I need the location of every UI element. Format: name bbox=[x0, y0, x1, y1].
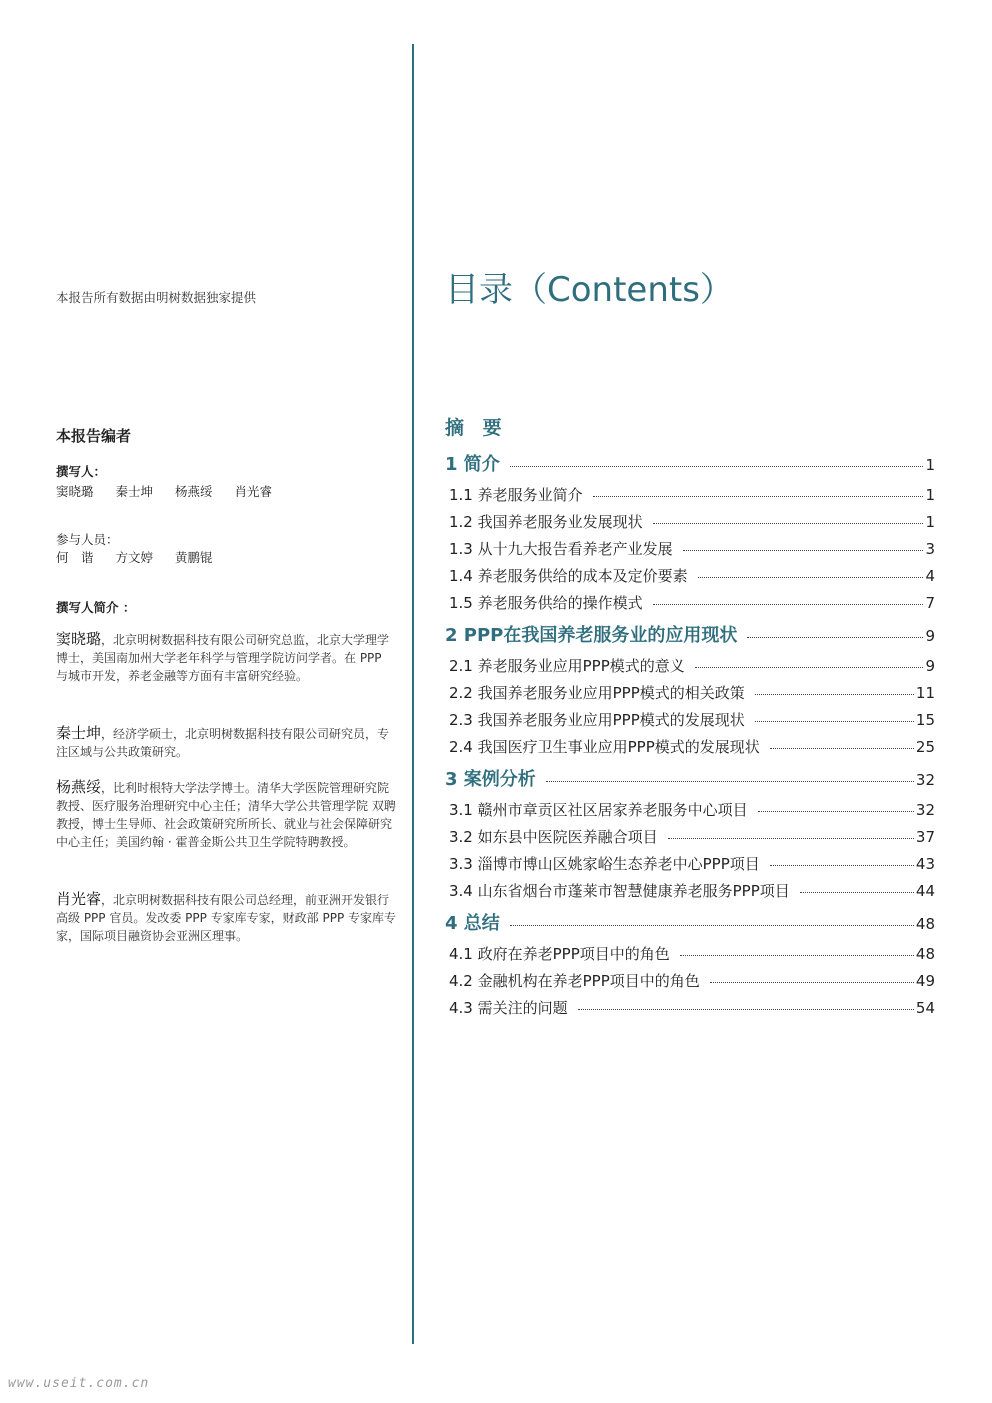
toc-leader-dots bbox=[747, 637, 923, 638]
author-bio bbox=[56, 778, 396, 851]
toc-section-entry[interactable] bbox=[445, 592, 935, 619]
toc-entry-label: 4 总结 bbox=[445, 913, 500, 934]
toc-leader-dots bbox=[680, 955, 914, 956]
toc-leader-dots bbox=[510, 925, 914, 926]
participant-name: 黄鹏锟 bbox=[175, 550, 213, 565]
participants-label: 参与人员： bbox=[56, 532, 119, 547]
toc-entry-page: 25 bbox=[915, 738, 935, 756]
toc-entry-page: 3 bbox=[925, 540, 935, 558]
toc-entry-label: 4.3 需关注的问题 bbox=[449, 999, 568, 1017]
toc-leader-dots bbox=[755, 721, 914, 722]
toc-entry-page: 43 bbox=[915, 855, 935, 873]
toc-entry-label: 2.4 我国医疗卫生事业应用PPP模式的发展现状 bbox=[449, 738, 760, 756]
authors-list bbox=[56, 482, 290, 500]
center-divider bbox=[412, 44, 414, 1344]
toc-leader-dots bbox=[593, 496, 924, 497]
toc-section-entry[interactable] bbox=[445, 826, 935, 853]
toc-entry-page: 7 bbox=[925, 594, 935, 612]
toc-entry-label: 2.3 我国养老服务业应用PPP模式的发展现状 bbox=[449, 711, 745, 729]
toc-section-entry[interactable] bbox=[445, 565, 935, 592]
toc-leader-dots bbox=[578, 1009, 914, 1010]
toc-leader-dots bbox=[755, 694, 914, 695]
toc-entry-label: 4.1 政府在养老PPP项目中的角色 bbox=[449, 945, 670, 963]
editors-heading: 本报告编者 bbox=[56, 427, 132, 445]
bio-text: ，北京明树数据科技有限公司总经理，前亚洲开发银行高级 PPP 官员。发改委 PPP 专家库专家，财政部 PPP 专家库专家，国际项目融资协会亚洲区理事。 bbox=[56, 893, 397, 943]
bio-name: 窦晓璐 bbox=[56, 630, 102, 648]
author-name: 杨燕绥 bbox=[175, 484, 213, 499]
toc-entry-page: 54 bbox=[915, 999, 935, 1017]
toc-title: 目录（Contents） bbox=[445, 270, 734, 310]
toc-entry-page: 15 bbox=[915, 711, 935, 729]
toc-chapter-entry[interactable] bbox=[445, 619, 935, 655]
toc-entry-label: 1.5 养老服务供给的操作模式 bbox=[449, 594, 643, 612]
toc-section-entry[interactable] bbox=[445, 997, 935, 1024]
author-bio bbox=[56, 724, 396, 761]
participant-name: 方文婷 bbox=[115, 550, 154, 565]
toc-section-entry[interactable] bbox=[445, 970, 935, 997]
toc-entry-page: 49 bbox=[915, 972, 935, 990]
toc-entry-label: 1 简介 bbox=[445, 454, 500, 475]
toc-section-entry[interactable] bbox=[445, 538, 935, 565]
toc-section-entry[interactable] bbox=[445, 853, 935, 880]
author-bio bbox=[56, 630, 396, 685]
toc-entry-page: 9 bbox=[925, 627, 935, 645]
data-source-note: 本报告所有数据由明树数据独家提供 bbox=[56, 290, 257, 305]
bio-text: ，经济学硕士，北京明树数据科技有限公司研究员，专注区域与公共政策研究。 bbox=[56, 727, 390, 759]
toc-entry-page: 4 bbox=[925, 567, 935, 585]
toc-chapter-entry[interactable] bbox=[445, 448, 935, 484]
toc-leader-dots bbox=[758, 811, 914, 812]
toc-section-entry[interactable] bbox=[445, 682, 935, 709]
participant-name: 何 谐 bbox=[56, 550, 94, 565]
toc-entry-page: 44 bbox=[915, 882, 935, 900]
toc-entry-label: 4.2 金融机构在养老PPP项目中的角色 bbox=[449, 972, 700, 990]
toc-chapter-entry[interactable] bbox=[445, 763, 935, 799]
toc-entry-page: 48 bbox=[915, 945, 935, 963]
toc-entry-label: 3.1 赣州市章贡区社区居家养老服务中心项目 bbox=[449, 801, 748, 819]
toc-entry-label: 1.2 我国养老服务业发展现状 bbox=[449, 513, 643, 531]
toc-leader-dots bbox=[695, 667, 924, 668]
author-name: 秦士坤 bbox=[115, 484, 154, 499]
toc-leader-dots bbox=[710, 982, 914, 983]
toc-section-entry[interactable] bbox=[445, 655, 935, 682]
toc-section-entry[interactable] bbox=[445, 709, 935, 736]
toc-entry-label: 1.3 从十九大报告看养老产业发展 bbox=[449, 540, 673, 558]
toc-entry-label: 2 PPP在我国养老服务业的应用现状 bbox=[445, 625, 738, 646]
toc-entry-label: 2.2 我国养老服务业应用PPP模式的相关政策 bbox=[449, 684, 745, 702]
toc-leader-dots bbox=[770, 865, 914, 866]
toc-entry-page: 37 bbox=[915, 828, 935, 846]
toc-entry-page: 1 bbox=[925, 513, 935, 531]
toc-entry-page: 1 bbox=[925, 456, 935, 474]
toc-leader-dots bbox=[683, 550, 924, 551]
toc-section-entry[interactable] bbox=[445, 880, 935, 907]
toc-leader-dots bbox=[668, 838, 914, 839]
toc-entry-page: 32 bbox=[915, 801, 935, 819]
toc-entry-label: 1.4 养老服务供给的成本及定价要素 bbox=[449, 567, 688, 585]
toc-chapter-entry[interactable] bbox=[445, 907, 935, 943]
toc-abstract-link[interactable]: 摘 要 bbox=[445, 417, 508, 439]
bio-name: 秦士坤 bbox=[56, 724, 102, 742]
bio-name: 杨燕绥 bbox=[56, 778, 102, 796]
bio-text: ，北京明树数据科技有限公司研究总监，北京大学理学博士，美国南加州大学老年科学与管理学院访问学者。在 PPP 与城市开发，养老金融等方面有丰富研究经验。 bbox=[56, 633, 390, 683]
authors-label: 撰写人： bbox=[56, 464, 107, 479]
toc-entry-page: 1 bbox=[925, 486, 935, 504]
participants-list bbox=[56, 548, 231, 566]
toc-leader-dots bbox=[653, 523, 924, 524]
bio-text: ，比利时根特大学法学博士。清华大学医院管理研究院 教授、医疗服务治理研究中心主任；清华大学公共管理学院 双聘教授，博士生导师、社会政策研究所所长、就业与社会保障研究中心主任；美国约翰 · 霍普金斯公共卫生学院特聘教授。 bbox=[56, 781, 396, 849]
watermark: www.useit.com.cn bbox=[8, 1376, 150, 1391]
toc-entry-label: 3.3 淄博市博山区姚家峪生态养老中心PPP项目 bbox=[449, 855, 760, 873]
toc-entry-label: 3 案例分析 bbox=[445, 769, 536, 790]
toc-section-entry[interactable] bbox=[445, 736, 935, 763]
bio-heading: 撰写人简介 ： bbox=[56, 600, 136, 615]
toc-leader-dots bbox=[510, 466, 924, 467]
author-name: 肖光睿 bbox=[234, 484, 273, 499]
toc-list bbox=[445, 448, 935, 1024]
toc-leader-dots bbox=[770, 748, 914, 749]
toc-section-entry[interactable] bbox=[445, 799, 935, 826]
toc-leader-dots bbox=[653, 604, 924, 605]
toc-leader-dots bbox=[546, 781, 914, 782]
toc-entry-page: 11 bbox=[915, 684, 935, 702]
toc-section-entry[interactable] bbox=[445, 943, 935, 970]
bio-name: 肖光睿 bbox=[56, 890, 102, 908]
toc-entry-label: 3.2 如东县中医院医养融合项目 bbox=[449, 828, 658, 846]
toc-entry-page: 32 bbox=[915, 771, 935, 789]
toc-section-entry[interactable] bbox=[445, 484, 935, 511]
toc-entry-page: 9 bbox=[925, 657, 935, 675]
toc-leader-dots bbox=[698, 577, 924, 578]
toc-entry-label: 1.1 养老服务业简介 bbox=[449, 486, 583, 504]
toc-entry-page: 48 bbox=[915, 915, 935, 933]
toc-section-entry[interactable] bbox=[445, 511, 935, 538]
toc-entry-label: 3.4 山东省烟台市蓬莱市智慧健康养老服务PPP项目 bbox=[449, 882, 790, 900]
toc-leader-dots bbox=[800, 892, 914, 893]
author-bio bbox=[56, 890, 396, 945]
toc-entry-label: 2.1 养老服务业应用PPP模式的意义 bbox=[449, 657, 685, 675]
author-name: 窦晓璐 bbox=[56, 484, 94, 499]
